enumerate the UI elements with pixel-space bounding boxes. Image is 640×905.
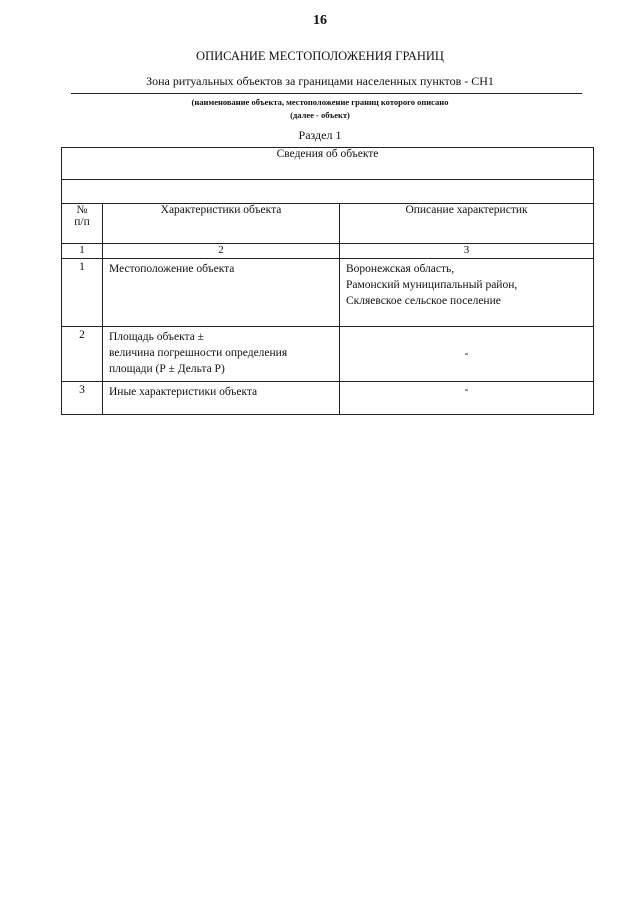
row-characteristic: Местоположение объекта — [103, 259, 340, 327]
row-description: - — [340, 382, 594, 415]
table-empty-cell — [62, 180, 594, 204]
column-header-characteristic: Характеристики объекта — [103, 204, 340, 244]
column-number-row — [62, 244, 594, 259]
column-number-3: 3 — [340, 244, 594, 259]
row-description: - — [340, 327, 594, 382]
object-name: Зона ритуальных объектов за границами населенных пунктов - СН1 — [146, 74, 494, 88]
table-row — [62, 327, 594, 382]
column-number-2: 2 — [103, 244, 340, 259]
row-number: 1 — [62, 259, 103, 327]
object-name-caption-note: (далее - объект) — [290, 110, 350, 120]
row-characteristic: Иные характеристики объекта — [103, 382, 340, 415]
column-header-description: Описание характеристик — [340, 204, 594, 244]
document-title: ОПИСАНИЕ МЕСТОПОЛОЖЕНИЯ ГРАНИЦ — [196, 49, 444, 63]
object-name-caption: (наименование объекта, местоположение границ которого описано — [191, 97, 449, 107]
object-info-table — [61, 147, 594, 415]
table-header-row — [62, 148, 594, 180]
row-number: 3 — [62, 382, 103, 415]
object-name-underline — [71, 93, 582, 94]
table-header: Сведения об объекте — [62, 148, 594, 180]
row-description: Воронежская область, Рамонский муниципальный район, Скляевское сельское поселение — [340, 259, 594, 327]
column-header-row — [62, 204, 594, 244]
row-characteristic: Площадь объекта ± величина погрешности определения площади (Р ± Дельта Р) — [103, 327, 340, 382]
row-number: 2 — [62, 327, 103, 382]
column-header-num: № п/п — [62, 204, 103, 244]
column-number-1: 1 — [62, 244, 103, 259]
section-label: Раздел 1 — [298, 128, 342, 142]
table-row — [62, 382, 594, 415]
page-number: 16 — [313, 13, 327, 28]
table-empty-row — [62, 180, 594, 204]
table-row — [62, 259, 594, 327]
